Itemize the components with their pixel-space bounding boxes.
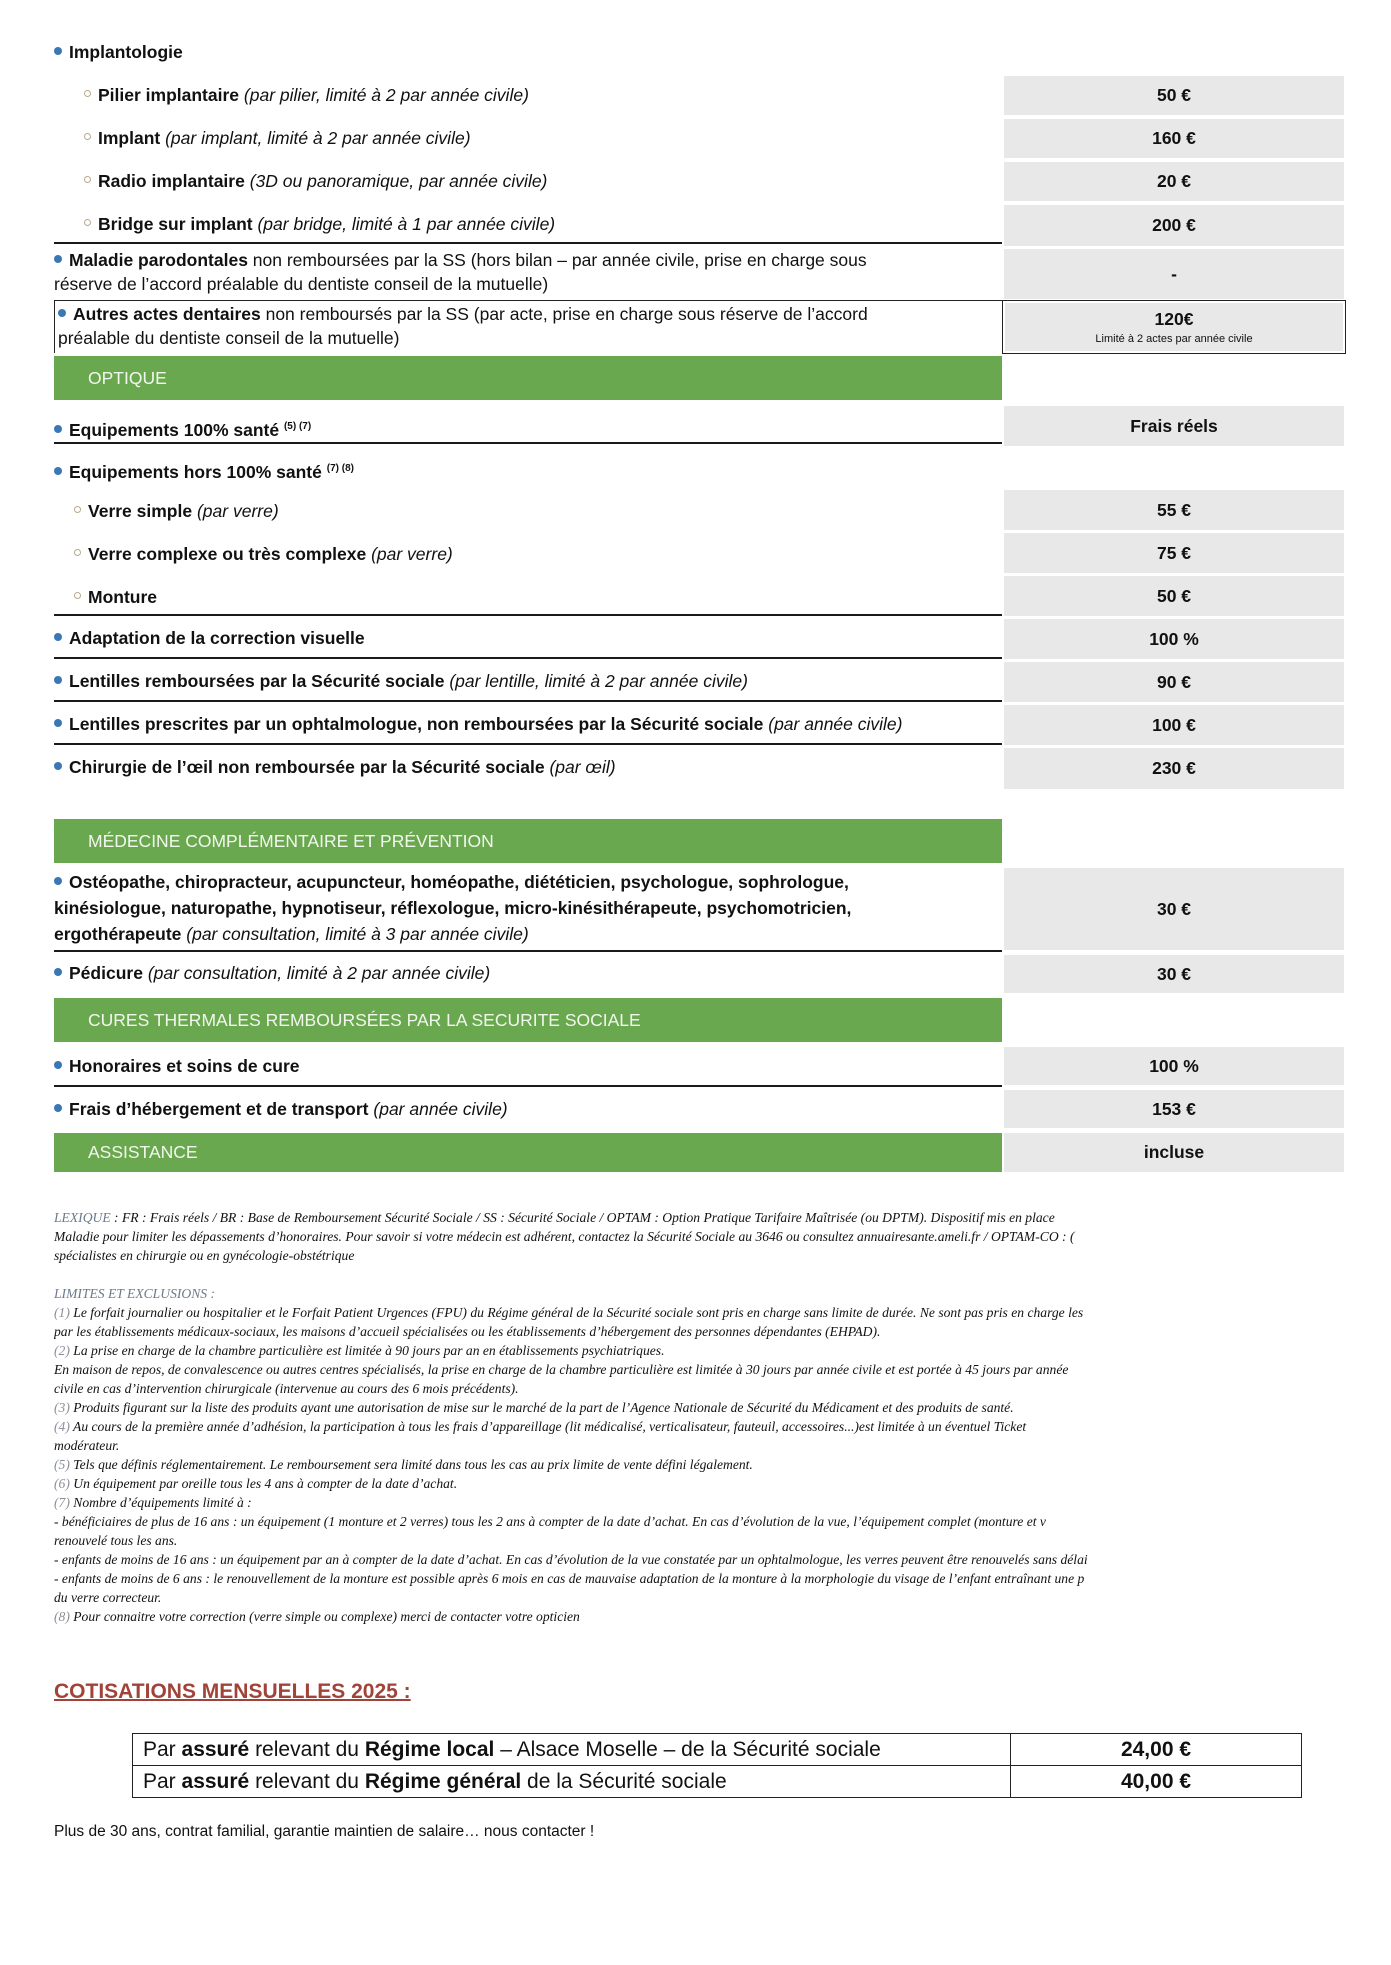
item-value: 100 % <box>1004 1047 1344 1085</box>
row-divider <box>54 657 1002 659</box>
item-detail: (par verre) <box>196 501 279 521</box>
item-detail: (par œil) <box>549 757 616 777</box>
item-detail-continued: réserve de l’accord préalable du dentiste conseil de la mutuelle) <box>54 274 549 294</box>
limites-line <box>54 1341 1344 1360</box>
item-name: Adaptation de la correction visuelle <box>69 628 365 648</box>
item-name: Honoraires et soins de cure <box>69 1056 300 1076</box>
sub-bullet-icon <box>84 219 91 226</box>
item-value: 153 € <box>1004 1090 1344 1128</box>
item-detail: (par bridge, limité à 1 par année civile) <box>257 214 556 234</box>
bullet-icon <box>54 968 62 976</box>
row-divider <box>54 743 1002 745</box>
item-detail: (par année civile) <box>373 1099 508 1119</box>
item-name: Verre complexe ou très complexe <box>88 544 367 564</box>
item-value: 20 € <box>1004 162 1344 201</box>
item-value: 200 € <box>1004 205 1344 246</box>
item-name: Chirurgie de l’œil non remboursée par la Sécurité sociale <box>69 757 545 777</box>
bullet-icon <box>54 762 62 770</box>
item-detail: (3D ou panoramique, par année civile) <box>249 171 548 191</box>
item-name: Equipements hors 100% santé <box>69 461 322 482</box>
item-value: 100 % <box>1004 619 1344 659</box>
cotisations-table <box>132 1733 1302 1798</box>
lexique-line: Maladie pour limiter les dépassements d’honoraires. Pour savoir si votre médecin est adhérent, contactez la Sécurité Sociale au 3646 ou consultez annuairesante.ameli.fr / OPTAM-CO : ( <box>54 1229 1075 1244</box>
item-value: 30 € <box>1004 955 1344 993</box>
item-value: 90 € <box>1004 662 1344 702</box>
bullet-icon <box>54 719 62 727</box>
bullet-icon <box>54 425 62 433</box>
row-divider <box>54 242 1002 244</box>
footnote-text: par les établissements médicaux-sociaux, les maisons d’accueil spécialisées ou les établissements d’hébergement des personnes dépendantes (EHPAD). <box>54 1324 881 1339</box>
footnote-text: civile en cas d’intervention chirurgicale (intervenue au cours des 6 mois précédents). <box>54 1381 519 1396</box>
footnote-ref: (7) (8) <box>326 463 354 474</box>
item-name-continued: ergothérapeute <box>54 924 182 944</box>
row-divider <box>54 950 1002 952</box>
item-name: Implant <box>98 128 161 148</box>
limites-line <box>54 1455 1344 1474</box>
footnote-text: - enfants de moins de 16 ans : un équipement par an à compter de la date d’achat. En cas d’évolution de la vue constatée par un ophtalmologue, les verres peuvent être renouvelés sans délai <box>54 1552 1088 1567</box>
limites-line <box>54 1322 1344 1341</box>
bullet-icon <box>54 255 62 263</box>
limites-line <box>54 1360 1344 1379</box>
item-name: Radio implantaire <box>98 171 245 191</box>
footnote-text: Au cours de la première année d’adhésion, la participation à tous les frais d’appareillage (lit médicalisé, verticalisateur, fauteuil, accessoires...)est limitée à un éventuel Ticket <box>69 1419 1027 1434</box>
item-detail: (par pilier, limité à 2 par année civile) <box>243 85 529 105</box>
item-value: 75 € <box>1004 533 1344 573</box>
footnote-text: Le forfait journalier ou hospitalier et le Forfait Patient Urgences (FPU) du Régime général de la Sécurité sociale sont pris en charge sans limite de durée. Ne sont pas pris en charge les <box>69 1305 1084 1320</box>
value-note: Limité à 2 actes par année civile <box>1095 333 1253 345</box>
bullet-icon <box>54 1061 62 1069</box>
item-value: 50 € <box>1004 76 1344 115</box>
footnote-number: (3) <box>54 1400 70 1415</box>
item-value: 160 € <box>1004 119 1344 158</box>
item-value: 100 € <box>1004 705 1344 745</box>
footnote-number: (7) <box>54 1495 70 1510</box>
sub-bullet-icon <box>74 549 81 556</box>
item-value: 230 € <box>1004 748 1344 789</box>
sub-bullet-icon <box>84 90 91 97</box>
footnote-text: - bénéficiaires de plus de 16 ans : un équipement (1 monture et 2 verres) tous les 2 ans à compter de la date d’achat. En cas d’évolution de la vue, l’équipement complet (monture et v <box>54 1514 1046 1529</box>
limites-line <box>54 1436 1344 1455</box>
item-detail-continued: préalable du dentiste conseil de la mutuelle) <box>58 328 400 348</box>
limites-line <box>54 1531 1344 1550</box>
value-amount: 120€ <box>1154 309 1194 329</box>
sub-bullet-icon <box>74 592 81 599</box>
section-header-cures: CURES THERMALES REMBOURSÉES PAR LA SECURITE SOCIALE <box>54 998 1002 1042</box>
row-divider <box>54 700 1002 702</box>
lexique-label: LEXIQUE <box>54 1210 111 1225</box>
item-value: - <box>1004 249 1344 299</box>
item-name: Maladie parodontales <box>69 250 248 270</box>
cotisation-row <box>133 1766 1302 1798</box>
footnote-number: (6) <box>54 1476 70 1491</box>
footnote-text: Pour connaitre votre correction (verre simple ou complexe) merci de contacter votre opticien <box>69 1609 580 1624</box>
limites-title-text: LIMITES ET EXCLUSIONS : <box>54 1286 215 1301</box>
cotisation-label: Par assuré relevant du Régime local – Alsace Moselle – de la Sécurité sociale <box>133 1734 1011 1766</box>
footnote-text: renouvelé tous les ans. <box>54 1533 178 1548</box>
item-detail: non remboursés par la SS (par acte, prise en charge sous réserve de l’accord <box>260 304 868 324</box>
sub-bullet-icon <box>84 133 91 140</box>
limites-line <box>54 1550 1344 1569</box>
item-name: Ostéopathe, chiropracteur, acupuncteur, homéopathe, diététicien, psychologue, sophrologue, <box>69 872 849 892</box>
sub-bullet-icon <box>74 506 81 513</box>
footnote-number: (8) <box>54 1609 70 1624</box>
bullet-icon <box>58 309 66 317</box>
item-detail: (par année civile) <box>768 714 903 734</box>
item-name: Lentilles prescrites par un ophtalmologue, non remboursées par la Sécurité sociale <box>69 714 764 734</box>
implantologie-title: Implantologie <box>69 42 183 62</box>
limites-title <box>54 1284 1344 1303</box>
item-name: Pédicure <box>69 963 143 983</box>
lexique-text: : FR : Frais réels / BR : Base de Remboursement Sécurité Sociale / SS : Sécurité Sociale / OPTAM : Option Pratique Tarifaire Maîtrisée (ou DPTM). Dispositif mis en place <box>110 1210 1055 1225</box>
item-name: Verre simple <box>88 501 193 521</box>
item-name: Monture <box>88 587 158 607</box>
row-divider <box>54 442 1002 444</box>
footnote-text: Produits figurant sur la liste des produits ayant une autorisation de mise sur le marché de la part de l’Agence Nationale de Sécurité du Médicament et des produits de santé. <box>69 1400 1014 1415</box>
bullet-icon <box>54 877 62 885</box>
bullet-icon <box>54 47 62 55</box>
footnote-text: En maison de repos, de convalescence ou autres centres spécialisés, la prise en charge de la chambre particulière est limitée à 30 jours par année civile et est portée à 45 jours par année <box>54 1362 1069 1377</box>
limites-line <box>54 1512 1344 1531</box>
footnote-text: modérateur. <box>54 1438 120 1453</box>
limites-line <box>54 1474 1344 1493</box>
item-name: Lentilles remboursées par la Sécurité sociale <box>69 671 445 691</box>
footnote-number: (4) <box>54 1419 70 1434</box>
footnote-text: - enfants de moins de 6 ans : le renouvellement de la monture est possible après 6 mois en cas de mauvaise adaptation de la monture à la morphologie du visage de l’enfant entraînant une p <box>54 1571 1085 1586</box>
item-detail: (par consultation, limité à 3 par année civile) <box>186 924 529 944</box>
item-detail: (par implant, limité à 2 par année civile) <box>165 128 471 148</box>
item-name-continued: kinésiologue, naturopathe, hypnotiseur, réflexologue, micro-kinésithérapeute, psychomotricien, <box>54 898 852 918</box>
limites-line <box>54 1588 1344 1607</box>
footnote-text: La prise en charge de la chambre particulière est limitée à 90 jours par an en établissements psychiatriques. <box>69 1343 665 1358</box>
limites-line <box>54 1417 1344 1436</box>
implantologie-heading <box>54 38 1340 66</box>
item-value: 55 € <box>1004 490 1344 530</box>
item-detail: non remboursées par la SS (hors bilan – par année civile, prise en charge sous <box>247 250 867 270</box>
sub-bullet-icon <box>84 176 91 183</box>
lexique-line <box>54 1208 1344 1227</box>
footnote-number: (2) <box>54 1343 70 1358</box>
cotisations-title: COTISATIONS MENSUELLES 2025 : <box>54 1680 411 1703</box>
cotisation-row <box>133 1734 1302 1766</box>
limites-line <box>54 1607 1344 1626</box>
item-name: Pilier implantaire <box>98 85 240 105</box>
limites-line <box>54 1493 1344 1512</box>
section-header-optique: OPTIQUE <box>54 356 1002 400</box>
limites-line <box>54 1569 1344 1588</box>
cotisation-price: 24,00 € <box>1011 1734 1302 1766</box>
contact-note: Plus de 30 ans, contrat familial, garantie maintien de salaire… nous contacter ! <box>54 1823 595 1840</box>
limites-line <box>54 1303 1344 1322</box>
bullet-icon <box>54 467 62 475</box>
item-value: Frais réels <box>1004 406 1344 446</box>
footnote-text: Un équipement par oreille tous les 4 ans à compter de la date d’achat. <box>69 1476 458 1491</box>
item-detail: (par lentille, limité à 2 par année civile) <box>449 671 748 691</box>
footnote-number: (1) <box>54 1305 70 1320</box>
cotisation-label: Par assuré relevant du Régime général de la Sécurité sociale <box>133 1766 1011 1798</box>
item-value: 50 € <box>1004 576 1344 616</box>
item-name: Autres actes dentaires <box>73 304 261 324</box>
footnote-text: du verre correcteur. <box>54 1590 162 1605</box>
bullet-icon <box>54 633 62 641</box>
limites-line <box>54 1379 1344 1398</box>
section-header-medecine: MÉDECINE COMPLÉMENTAIRE ET PRÉVENTION <box>54 819 1002 863</box>
table-row <box>54 450 1340 488</box>
item-detail: (par verre) <box>371 544 453 564</box>
section-header-assistance: ASSISTANCE <box>54 1133 1002 1172</box>
lexique-line: spécialistes en chirurgie ou en gynécologie-obstétrique <box>54 1248 355 1263</box>
limites-line <box>54 1398 1344 1417</box>
item-detail: (par consultation, limité à 2 par année civile) <box>147 963 491 983</box>
footnote-text: Tels que définis réglementairement. Le remboursement sera limité dans tous les cas au prix limite de vente défini légalement. <box>69 1457 753 1472</box>
cotisation-price: 40,00 € <box>1011 1766 1302 1798</box>
bullet-icon <box>54 676 62 684</box>
item-value: 30 € <box>1004 868 1344 950</box>
footnote-text: Nombre d’équipements limité à : <box>69 1495 252 1510</box>
item-value <box>1005 303 1343 351</box>
item-name: Bridge sur implant <box>98 214 253 234</box>
footnote-ref: (5) (7) <box>283 421 312 432</box>
item-name: Frais d’hébergement et de transport <box>69 1099 369 1119</box>
row-divider <box>54 614 1002 616</box>
footnote-number: (5) <box>54 1457 70 1472</box>
assistance-value: incluse <box>1004 1133 1344 1172</box>
item-name: Equipements 100% santé <box>69 419 280 440</box>
bullet-icon <box>54 1104 62 1112</box>
row-divider <box>54 1085 1002 1087</box>
